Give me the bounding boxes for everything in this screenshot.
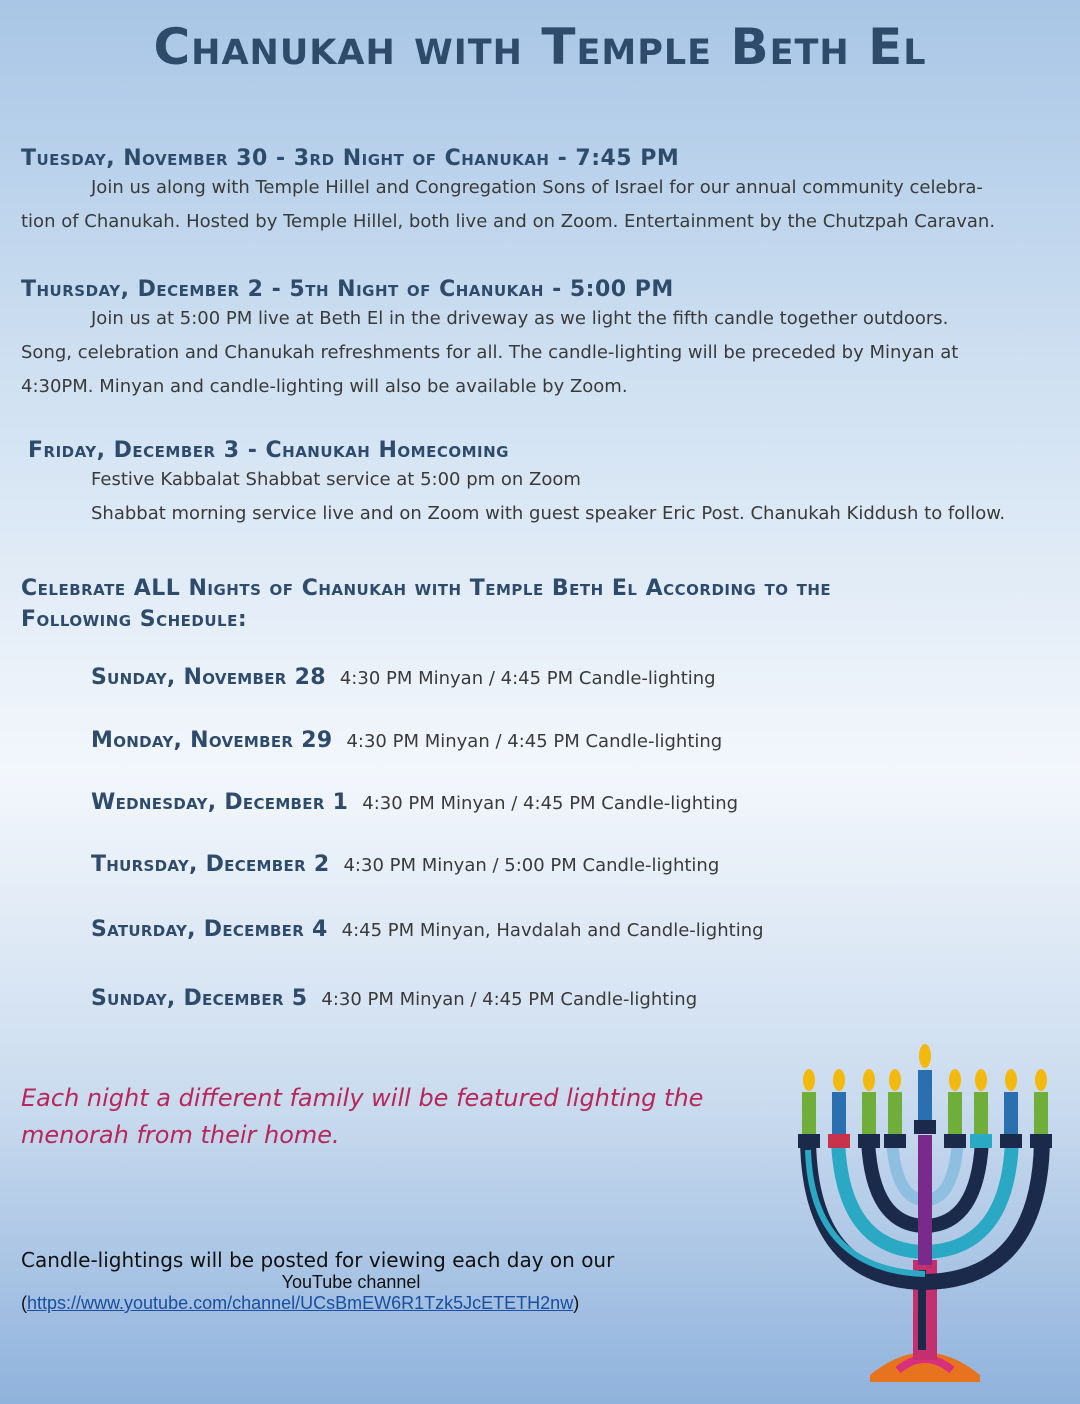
event-heading: Friday, December 3 - Chanukah Homecoming: [28, 438, 509, 463]
event-thursday: [21, 277, 1071, 404]
schedule-time: 4:45 PM Minyan, Havdalah and Candle-lighting: [341, 920, 764, 941]
schedule-time: 4:30 PM Minyan / 5:00 PM Candle-lighting: [343, 855, 720, 876]
event-friday: [28, 438, 1068, 531]
event-text-line: Join us along with Temple Hillel and Congregation Sons of Israel for our annual community celebra-: [91, 177, 983, 198]
schedule-heading-line: Following Schedule:: [21, 607, 248, 632]
menorah-icon: [780, 1030, 1070, 1390]
event-text-line: Shabbat morning service live and on Zoom with guest speaker Eric Post. Chanukah Kiddush to follow.: [91, 503, 1006, 524]
schedule-day: Sunday, November 28: [91, 665, 326, 690]
schedule-heading: [21, 573, 1071, 635]
youtube-channel-link[interactable]: https://www.youtube.com/channel/UCsBmEW6R1Tzk5JcETETH2nw: [27, 1293, 574, 1313]
schedule-day: Wednesday, December 1: [91, 790, 349, 815]
event-heading: Tuesday, November 30 - 3rd Night of Chanukah - 7:45 PM: [21, 146, 680, 171]
schedule-day: Saturday, December 4: [91, 917, 328, 942]
feature-line: Each night a different family will be featured lighting the: [21, 1084, 704, 1112]
schedule-row: [91, 665, 716, 690]
schedule-day: Sunday, December 5: [91, 986, 308, 1011]
paren-open: (: [21, 1293, 27, 1313]
page-title: Chanukah with Temple Beth El: [153, 18, 927, 76]
footer-line: YouTube channel: [281, 1272, 421, 1292]
schedule-time: 4:30 PM Minyan / 4:45 PM Candle-lighting: [362, 793, 739, 814]
feature-line: menorah from their home.: [21, 1121, 340, 1149]
event-tuesday: [21, 146, 1071, 239]
schedule-heading-line: Celebrate ALL Nights of Chanukah with Temple Beth El According to the: [21, 576, 832, 601]
footer-line: Candle-lightings will be posted for viewing each day on our: [21, 1248, 615, 1272]
event-text-line: 4:30PM. Minyan and candle-lighting will also be available by Zoom.: [21, 376, 628, 397]
event-text-line: Festive Kabbalat Shabbat service at 5:00 pm on Zoom: [91, 469, 581, 490]
schedule-row: [91, 728, 722, 753]
featured-family-note: [21, 1080, 761, 1154]
schedule-row: [91, 917, 764, 942]
event-heading: Thursday, December 2 - 5th Night of Chanukah - 5:00 PM: [21, 277, 674, 302]
event-text-line: tion of Chanukah. Hosted by Temple Hillel, both live and on Zoom. Entertainment by the Chutzpah Caravan.: [21, 211, 996, 232]
event-text-line: Song, celebration and Chanukah refreshments for all. The candle-lighting will be preceded by Minyan at: [21, 342, 959, 363]
schedule-day: Thursday, December 2: [91, 852, 330, 877]
schedule-time: 4:30 PM Minyan / 4:45 PM Candle-lighting: [321, 989, 698, 1010]
schedule-time: 4:30 PM Minyan / 4:45 PM Candle-lighting: [346, 731, 723, 752]
youtube-note: [21, 1248, 701, 1314]
event-text-line: Join us at 5:00 PM live at Beth El in the driveway as we light the fifth candle together outdoors.: [91, 308, 949, 329]
schedule-row: [91, 852, 719, 877]
schedule-row: [91, 790, 738, 815]
footer-link-line: [21, 1293, 701, 1314]
schedule-time: 4:30 PM Minyan / 4:45 PM Candle-lighting: [339, 668, 716, 689]
paren-close: ): [573, 1293, 580, 1313]
schedule-row: [91, 986, 697, 1011]
schedule-day: Monday, November 29: [91, 728, 333, 753]
